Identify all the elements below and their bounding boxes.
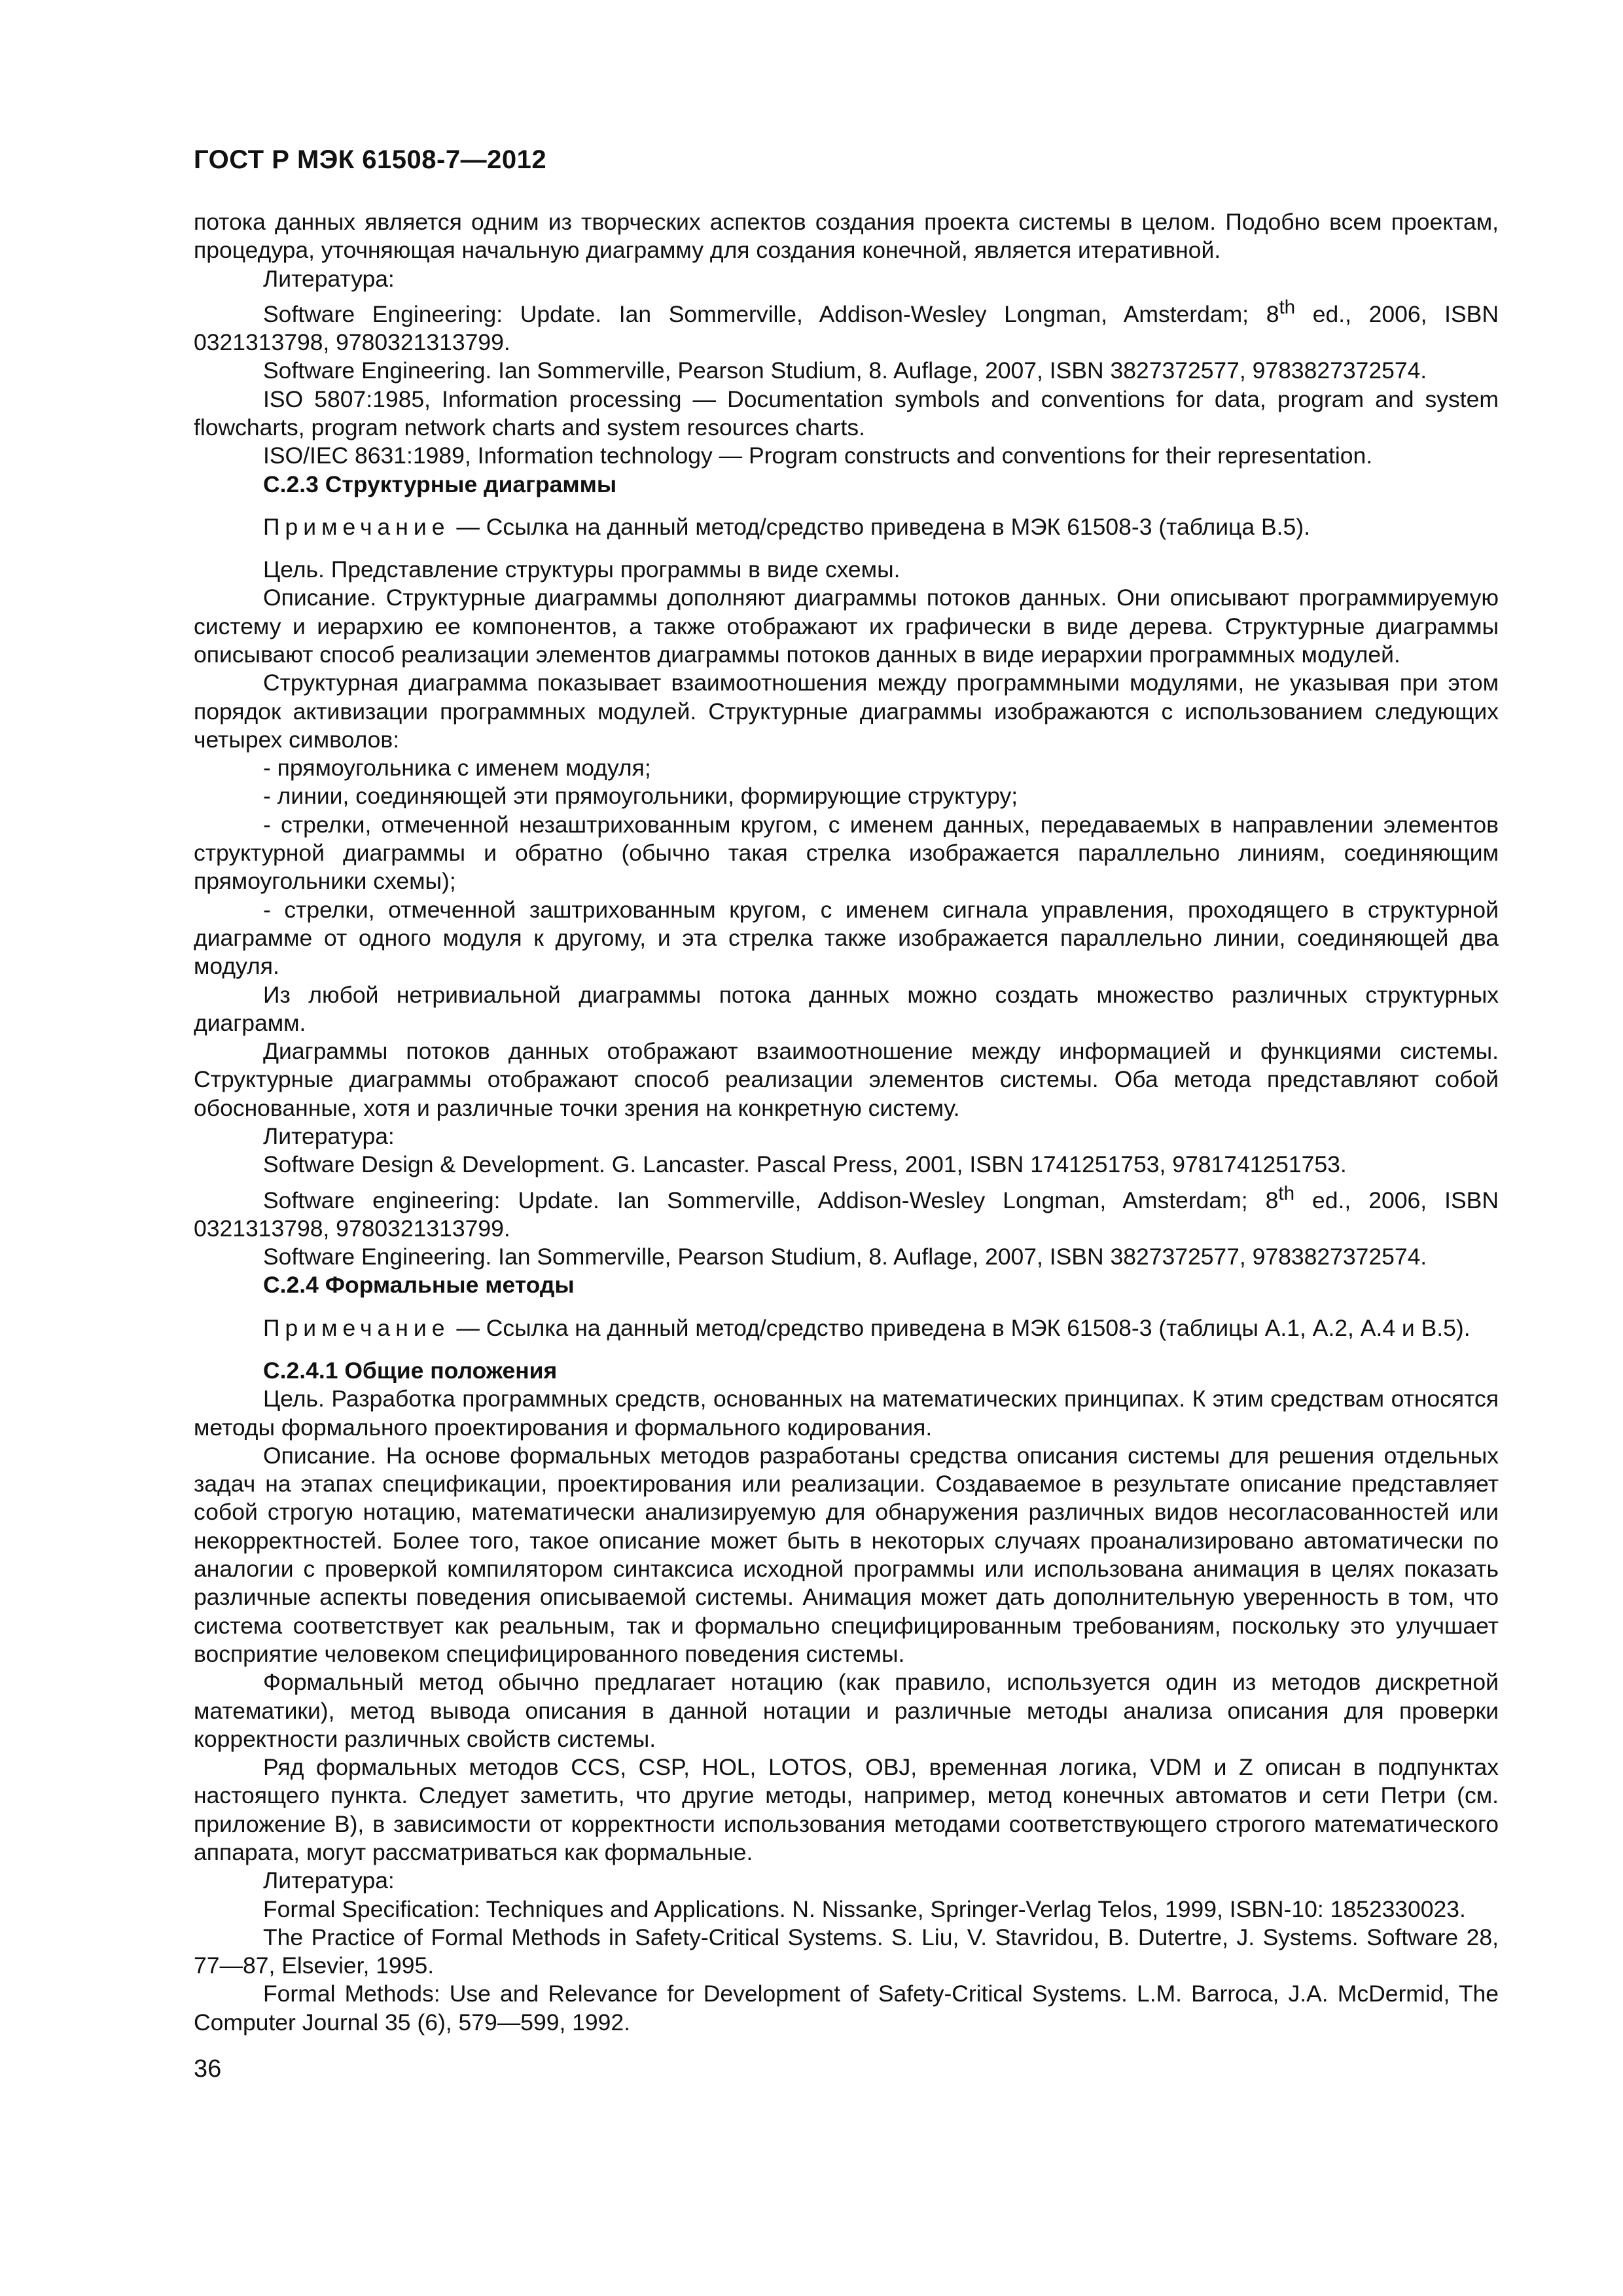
list-item: - линии, соединяющей эти прямоугольники, формирующие структуру; (263, 783, 1018, 810)
reference-text: ed., 2006, ISBN 0321313798, 9780321313799. (194, 300, 1499, 356)
list-item: - прямоугольника с именем модуля; (263, 755, 651, 781)
paragraph: Формальный метод обычно предлагает нотацию (как правило, используется один из методов дискретной математики), метод вывода описания в данной нотации и различные методы анализа описания для проверки корректности различных свойств системы. (194, 1669, 1499, 1752)
list-item: - стрелки, отмеченной заштрихованным кругом, с именем сигнала управления, проходящего в структурной диаграмме от одного модуля к другому, и эта стрелка также изображается параллельно линии, соединяющей два модуля. (194, 896, 1499, 980)
reference (194, 293, 1499, 357)
paragraph: Из любой нетривиальной диаграммы потока данных можно создать множество различных структурных диаграмм. (194, 981, 1499, 1036)
reference: ISO/IEC 8631:1989, Information technology — Program constructs and conventions for their representation. (263, 442, 1373, 469)
literature-label: Литература: (263, 265, 395, 292)
note-label: Примечание (263, 513, 450, 540)
paragraph: Описание. Структурные диаграммы дополняют диаграммы потоков данных. Они описывают программируемую систему и иерархию ее компонентов, а также отображают их графически в виде дерева. Структурные диаграммы описывают способ реализации элементов диаграммы потоков данных в виде иерархии программных модулей. (194, 584, 1499, 668)
reference: Software Engineering. Ian Sommerville, Pearson Studium, 8. Auflage, 2007, ISBN 3827372577, 9783827372574. (263, 357, 1427, 384)
paragraph: Диаграммы потоков данных отображают взаимоотношение между информацией и функциями системы. Структурные диаграммы отображают способ реализации элементов системы. Оба метода представляют собой обоснованные, хотя и различные точки зрения на конкретную систему. (194, 1038, 1499, 1121)
document-body (194, 208, 1499, 2037)
reference: ISO 5807:1985, Information processing — Documentation symbols and conventions for data, program and system flowcharts, program network charts and system resources charts. (194, 386, 1499, 440)
list-item: - стрелки, отмеченной незаштрихованным кругом, с именем данных, передаваемых в направлении элементов структурной диаграммы и обратно (обычно такая стрелка изображается параллельно линиям, соединяющим прямоугольники схемы); (194, 811, 1499, 895)
note-text: — Ссылка на данный метод/средство приведена в МЭК 61508-3 (таблица В.5). (450, 513, 1310, 540)
note (194, 513, 1499, 541)
reference: The Practice of Formal Methods in Safety-Critical Systems. S. Liu, V. Stavridou, B. Dutertre, J. Systems. Software 28, 77—87, Elsevier, 1995. (194, 1924, 1499, 1979)
document-header: ГОСТ Р МЭК 61508-7—2012 (194, 145, 547, 174)
reference-text: Software engineering: Update. Ian Sommerville, Addison-Wesley Longman, Amsterdam; 8 (263, 1187, 1279, 1213)
literature-label: Литература: (263, 1867, 395, 1894)
section-heading-c24: С.2.4 Формальные методы (263, 1272, 575, 1299)
reference: Software Engineering. Ian Sommerville, Pearson Studium, 8. Auflage, 2007, ISBN 3827372577, 9783827372574. (263, 1244, 1427, 1270)
section-heading-c23: С.2.3 Структурные диаграммы (263, 471, 617, 497)
paragraph: Описание. На основе формальных методов разработаны средства описания системы для решения отдельных задач на этапах спецификации, проектирования или реализации. Создаваемое в результате описание представляет собой строгую нотацию, математически анализируемую для обнаружения различных видов несогласованностей или некорректностей. Более того, такое описание может быть в некоторых случаях проанализировано автоматически по аналогии с проверкой компилятором синтаксиса исходной программы или использована анимация в целях показать различные аспекты поведения описываемой системы. Анимация может дать дополнительную уверенность в том, что система соответствует как реальным, так и формально специфицированным требованиям, поскольку это улучшает восприятие человеком специфицированного поведения системы. (194, 1442, 1499, 1667)
reference: Software Design & Development. G. Lancaster. Pascal Press, 2001, ISBN 1741251753, 9781741251753. (263, 1151, 1347, 1178)
page-number: 36 (194, 2055, 222, 2083)
paragraph: Ряд формальных методов CCS, CSP, HOL, LOTOS, OBJ, временная логика, VDM и Z описан в подпунктах настоящего пункта. Следует заметить, что другие методы, например, метод конечных автоматов и сети Петри (см. приложение В), в зависимости от корректности использования методами соответствующего строгого математического аппарата, могут рассматриваться как формальные. (194, 1754, 1499, 1865)
reference (194, 1179, 1499, 1243)
literature-label: Литература: (263, 1123, 395, 1150)
paragraph: потока данных является одним из творческих аспектов создания проекта системы в целом. Подобно всем проектам, процедура, уточняющая начальную диаграмму для создания конечной, является итеративной. (194, 209, 1499, 264)
paragraph: Цель. Разработка программных средств, основанных на математических принципах. К этим средствам относятся методы формального проектирования и формального кодирования. (194, 1386, 1499, 1441)
reference: Formal Specification: Techniques and Applications. N. Nissanke, Springer-Verlag Telos, 1999, ISBN-10: 1852330023. (263, 1895, 1466, 1922)
superscript: th (1278, 1182, 1295, 1204)
paragraph: Цель. Представление структуры программы в виде схемы. (263, 556, 901, 583)
note (194, 1314, 1499, 1342)
reference-text: Software Engineering: Update. Ian Sommerville, Addison-Wesley Longman, Amsterdam; 8 (263, 300, 1279, 327)
paragraph: Структурная диаграмма показывает взаимоотношения между программными модулями, не указывая при этом порядок активизации программных модулей. Структурные диаграммы изображаются с использованием следующих четырех символов: (194, 670, 1499, 753)
reference: Formal Methods: Use and Relevance for Development of Safety-Critical Systems. L.M. Barroca, J.A. McDermid, The Computer Journal 35 (6), 579—599, 1992. (194, 1981, 1499, 2036)
superscript: th (1279, 296, 1296, 318)
section-heading-c241: С.2.4.1 Общие положения (263, 1357, 558, 1384)
note-label: Примечание (263, 1314, 450, 1341)
note-text: — Ссылка на данный метод/средство приведена в МЭК 61508-3 (таблицы А.1, А.2, А.4 и В.5). (450, 1314, 1471, 1341)
reference-text: ed., 2006, ISBN 0321313798, 9780321313799. (194, 1187, 1499, 1242)
